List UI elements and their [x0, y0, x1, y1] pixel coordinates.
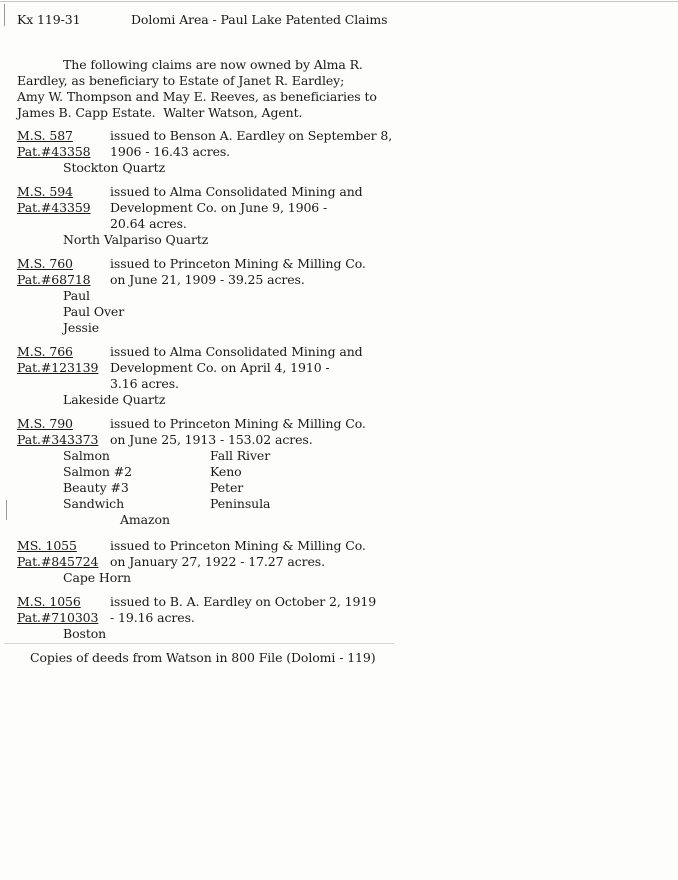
- claim-text: Development Co. on April 4, 1910 -: [110, 360, 330, 375]
- claim-pat: Pat.#343373: [17, 432, 99, 447]
- claim-name: Peter: [210, 480, 244, 495]
- claim-name: Boston: [63, 626, 107, 641]
- left-border: [4, 4, 5, 26]
- claim-text: 3.16 acres.: [110, 376, 179, 391]
- claim-ms: M.S. 760: [17, 256, 73, 271]
- claim-name: Beauty #3: [63, 480, 129, 495]
- claim-name: Cape Horn: [63, 570, 131, 585]
- claim-name: Lakeside Quartz: [63, 392, 166, 407]
- claim-text: on June 21, 1909 - 39.25 acres.: [110, 272, 305, 287]
- left-margin-mark: [6, 500, 7, 520]
- claim-text: - 19.16 acres.: [110, 610, 195, 625]
- claim-name: North Valpariso Quartz: [63, 232, 209, 247]
- intro-line: James B. Capp Estate. Walter Watson, Agent.: [17, 105, 303, 120]
- claim-name: Salmon: [63, 448, 110, 463]
- claim-pat: Pat.#43358: [17, 144, 91, 159]
- claim-ms: M.S. 1056: [17, 594, 81, 609]
- claim-text: issued to Benson A. Eardley on September 8,: [110, 128, 393, 143]
- claim-name: Jessie: [63, 320, 100, 335]
- claim-text: on June 25, 1913 - 153.02 acres.: [110, 432, 313, 447]
- intro-line: Eardley, as beneficiary to Estate of Janet R. Eardley;: [17, 73, 345, 88]
- claim-text: issued to Alma Consolidated Mining and: [110, 184, 363, 199]
- claim-pat: Pat.#43359: [17, 200, 91, 215]
- claim-pat: Pat.#123139: [17, 360, 99, 375]
- claim-name: Peninsula: [210, 496, 271, 511]
- claim-name: Sandwich: [63, 496, 125, 511]
- intro-line: The following claims are now owned by Alma R.: [63, 57, 363, 72]
- claim-text: issued to Princeton Mining & Milling Co.: [110, 538, 366, 553]
- claim-text: issued to Princeton Mining & Milling Co.: [110, 416, 366, 431]
- claim-pat: Pat.#845724: [17, 554, 99, 569]
- claim-text: issued to B. A. Eardley on October 2, 1919: [110, 594, 377, 609]
- claim-text: issued to Alma Consolidated Mining and: [110, 344, 363, 359]
- claim-ms: MS. 1055: [17, 538, 77, 553]
- claim-ms: M.S. 587: [17, 128, 73, 143]
- claim-pat: Pat.#68718: [17, 272, 91, 287]
- intro-line: Amy W. Thompson and May E. Reeves, as beneficiaries to: [17, 89, 377, 104]
- claim-text: issued to Princeton Mining & Milling Co.: [110, 256, 366, 271]
- claim-ms: M.S. 766: [17, 344, 73, 359]
- claim-pat: Pat.#710303: [17, 610, 99, 625]
- claim-name: Salmon #2: [63, 464, 132, 479]
- claim-ms: M.S. 790: [17, 416, 73, 431]
- claim-name: Amazon: [120, 512, 170, 527]
- claim-text: 1906 - 16.43 acres.: [110, 144, 231, 159]
- claim-text: on January 27, 1922 - 17.27 acres.: [110, 554, 325, 569]
- top-border: [0, 1, 678, 2]
- claim-name: Fall River: [210, 448, 271, 463]
- claim-ms: M.S. 594: [17, 184, 73, 199]
- claim-name: Keno: [210, 464, 242, 479]
- document-ref: Kx 119-31: [17, 12, 81, 27]
- footer-note: Copies of deeds from Watson in 800 File (Dolomi - 119): [30, 650, 376, 665]
- claim-text: 20.64 acres.: [110, 216, 187, 231]
- claim-name: Paul: [63, 288, 90, 303]
- document-title: Dolomi Area - Paul Lake Patented Claims: [131, 12, 388, 27]
- claim-name: Paul Over: [63, 304, 125, 319]
- divider-line: [4, 643, 394, 644]
- claim-text: Development Co. on June 9, 1906 -: [110, 200, 328, 215]
- claim-name: Stockton Quartz: [63, 160, 166, 175]
